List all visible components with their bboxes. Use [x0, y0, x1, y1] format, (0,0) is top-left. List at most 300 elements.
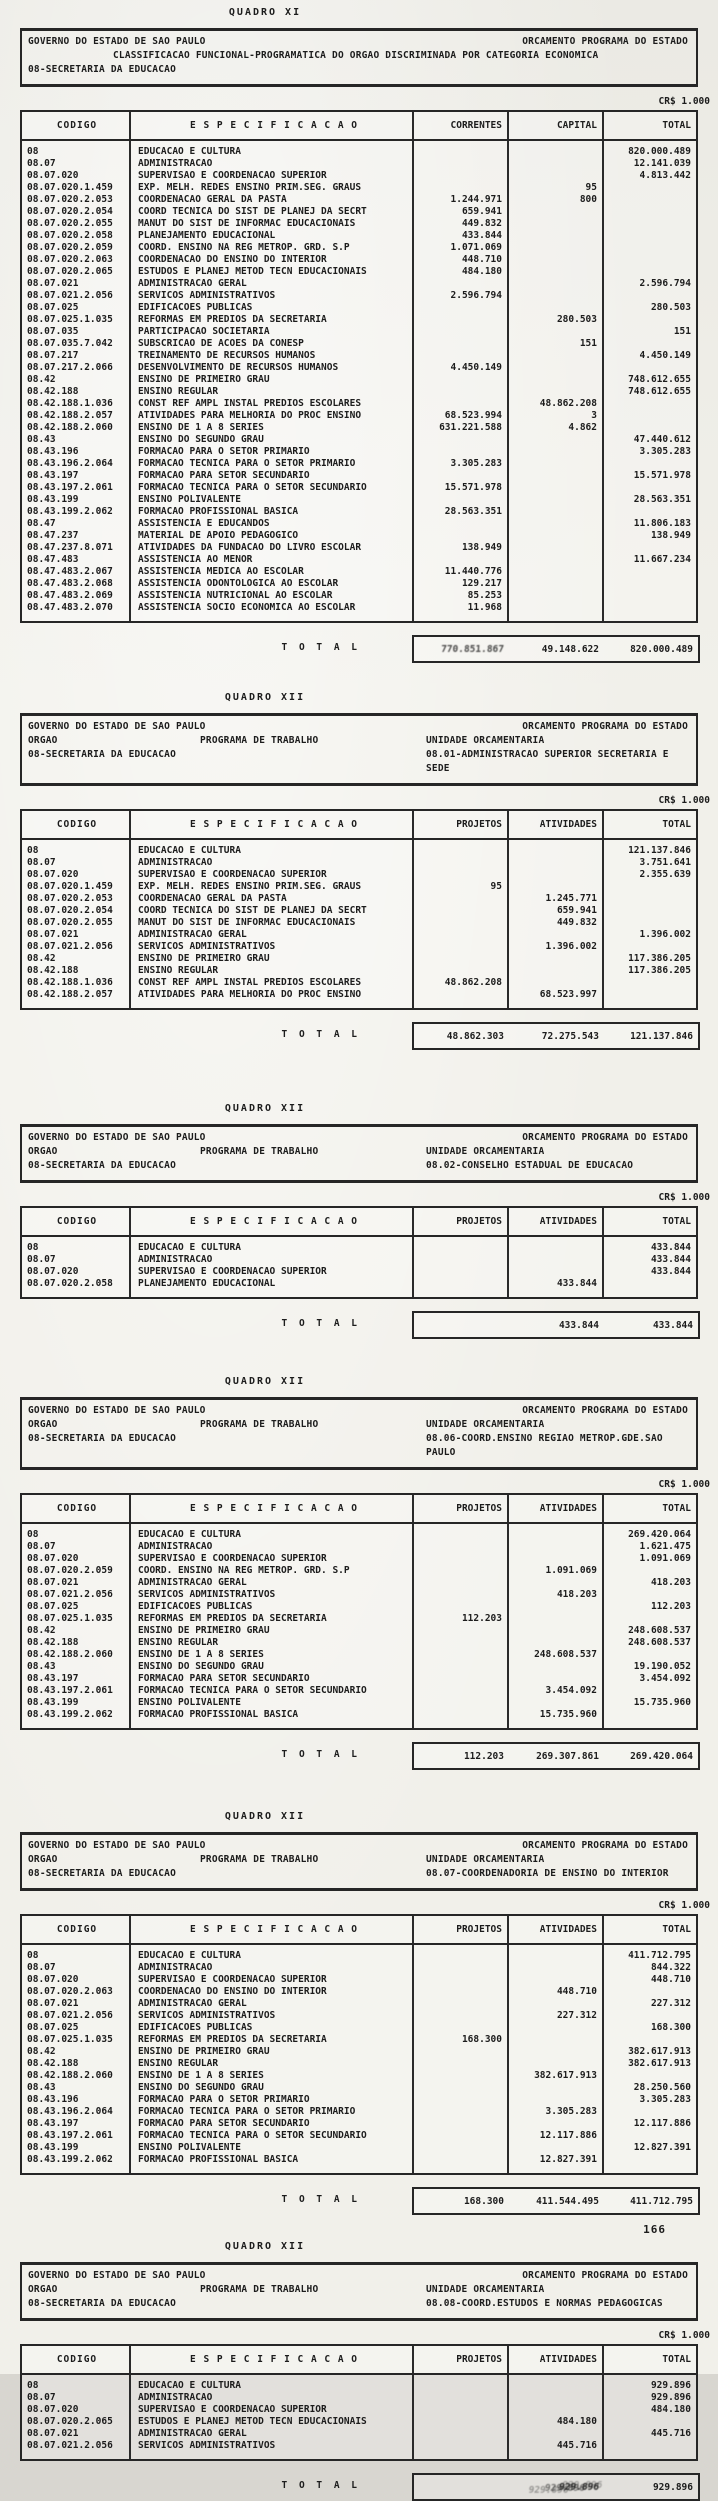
row-code: 08.07.025: [27, 2022, 79, 2033]
table-row: [22, 1524, 696, 1541]
row-spec: COORD. ENSINO NA REG METROP. GRD. S.P: [129, 1565, 412, 1577]
row-value-total: 3.305.283: [602, 446, 696, 458]
row-code: 08.42.188: [27, 386, 79, 397]
row-value-2: 449.832: [507, 917, 602, 929]
row-code: 08.43.199: [27, 494, 79, 505]
row-value-2: 445.716: [507, 2440, 602, 2459]
row-code: 08.07.020: [27, 1553, 79, 1564]
row-code: 08.07.020: [27, 1974, 79, 1985]
row-value-total: 4.813.442: [602, 170, 696, 182]
row-code: 08.42.188.2.060: [27, 422, 113, 433]
row-value-1: [412, 1649, 507, 1661]
row-code: 08.42.188.2.057: [27, 410, 113, 421]
row-value-2: [507, 1661, 602, 1673]
row-value-total: 2.596.794: [602, 278, 696, 290]
programa-trabalho-label: PROGRAMA DE TRABALHO: [200, 1419, 319, 1430]
table-row: [22, 554, 696, 566]
row-code: 08.42.188.2.060: [27, 2070, 113, 2081]
row-value-total: 12.141.039: [602, 158, 696, 170]
row-code: 08.07.020: [27, 869, 79, 880]
row-code: 08.07.020.2.063: [27, 1986, 113, 1997]
table-row: [22, 194, 696, 206]
header-top-line: [28, 720, 688, 734]
quadro-title: QUADRO XII: [224, 692, 306, 703]
row-value-total: 929.896: [602, 2375, 696, 2392]
row-value-1: [412, 2070, 507, 2082]
row-spec: FORMACAO PROFISSIONAL BASICA: [129, 506, 412, 518]
row-code: 08.42.188.2.057: [27, 989, 113, 1000]
row-value-2: [507, 278, 602, 290]
quadro-title: QUADRO XII: [224, 2241, 306, 2252]
row-value-1: [412, 1661, 507, 1673]
col-header-codigo: CODIGO: [56, 120, 98, 131]
row-code: 08.07: [27, 1254, 56, 1265]
row-spec: REFORMAS EM PREDIOS DA SECRETARIA: [129, 314, 412, 326]
row-spec: ADMINISTRACAO GERAL: [129, 1998, 412, 2010]
row-value-2: [507, 2034, 602, 2046]
row-value-2: 3: [507, 410, 602, 422]
row-value-2: [507, 2428, 602, 2440]
row-value-2: [507, 1673, 602, 1685]
row-value-1: [412, 398, 507, 410]
row-value-2: [507, 242, 602, 254]
row-value-1: 448.710: [412, 254, 507, 266]
header-values-row: [28, 1159, 688, 1173]
row-code: 08.42.188: [27, 1637, 79, 1648]
row-value-2: [507, 2118, 602, 2130]
row-code: 08.07: [27, 1962, 56, 1973]
row-value-1: 2.596.794: [412, 290, 507, 302]
row-value-2: [507, 2404, 602, 2416]
row-value-2: [507, 1625, 602, 1637]
row-code: 08: [27, 2380, 39, 2391]
row-code: 08.07.021.2.056: [27, 290, 113, 301]
row-value-2: 484.180: [507, 2416, 602, 2428]
budget-table: [20, 1914, 698, 2175]
table-row: [22, 1553, 696, 1565]
row-code: 08.07.021: [27, 2428, 79, 2439]
table-body: [22, 2375, 696, 2459]
total-value-c3: 411.712.795: [630, 2196, 693, 2207]
table-row: [22, 386, 696, 398]
row-value-total: [602, 422, 696, 434]
header-top-line: [28, 1839, 688, 1853]
row-value-2: [507, 170, 602, 182]
table-row: [22, 518, 696, 530]
row-value-2: 418.203: [507, 1589, 602, 1601]
row-spec: EDUCACAO E CULTURA: [129, 1945, 412, 1962]
row-value-1: [412, 141, 507, 158]
row-spec: SUBSCRICAO DE ACOES DA CONESP: [129, 338, 412, 350]
table-row: [22, 338, 696, 350]
table-row: [22, 1962, 696, 1974]
currency-note: CR$ 1.000: [658, 96, 710, 107]
row-code: 08.07.025: [27, 302, 79, 313]
row-value-total: 28.563.351: [602, 494, 696, 506]
col-header-especificacao: E S P E C I F I C A C A O: [129, 112, 412, 139]
row-spec: COORD. ENSINO NA REG METROP. GRD. S.P: [129, 242, 412, 254]
row-value-total: 117.386.205: [602, 965, 696, 977]
row-value-1: 11.440.776: [412, 566, 507, 578]
row-value-total: 748.612.655: [602, 374, 696, 386]
row-value-1: [412, 1625, 507, 1637]
row-value-total: 248.608.537: [602, 1625, 696, 1637]
row-value-1: [412, 158, 507, 170]
col-header-value1: PROJETOS: [412, 1495, 507, 1522]
budget-table: [20, 1493, 698, 1730]
row-spec: ENSINO DO SEGUNDO GRAU: [129, 1661, 412, 1673]
row-code: 08.43.196.2.064: [27, 2106, 113, 2117]
row-code: 08.42: [27, 953, 56, 964]
row-spec: COORD TECNICA DO SIST DE PLANEJ DA SECRT: [129, 905, 412, 917]
row-spec: ENSINO REGULAR: [129, 2058, 412, 2070]
row-value-total: 484.180: [602, 2404, 696, 2416]
row-value-2: [507, 230, 602, 242]
row-value-total: [602, 2416, 696, 2428]
table-row: [22, 1266, 696, 1278]
row-spec: SERVICOS ADMINISTRATIVOS: [129, 290, 412, 302]
row-value-total: 382.617.913: [602, 2058, 696, 2070]
col-header-especificacao: E S P E C I F I C A C A O: [129, 2346, 412, 2373]
row-code: 08.07.021.2.056: [27, 1589, 113, 1600]
total-value-c3: 820.000.489: [630, 644, 693, 655]
row-code: 08.07.025: [27, 1601, 79, 1612]
table-body: [22, 141, 696, 621]
row-value-2: 433.844: [507, 1278, 602, 1297]
row-code: 08.07.035.7.042: [27, 338, 113, 349]
row-code: 08.43.196: [27, 446, 79, 457]
row-value-total: 11.806.183: [602, 518, 696, 530]
row-value-total: 117.386.205: [602, 953, 696, 965]
row-code: 08.07.020.1.459: [27, 182, 113, 193]
row-value-total: 3.305.283: [602, 2094, 696, 2106]
row-value-2: 4.862: [507, 422, 602, 434]
row-value-1: [412, 1577, 507, 1589]
row-value-1: 48.862.208: [412, 977, 507, 989]
row-value-total: [602, 1613, 696, 1625]
row-spec: FORMACAO TECNICA PARA O SETOR SECUNDARIO: [129, 482, 412, 494]
row-value-2: [507, 2375, 602, 2392]
row-value-1: [412, 941, 507, 953]
row-value-total: [602, 917, 696, 929]
total-value-c1: 770.851.867: [440, 644, 505, 655]
table-row: [22, 602, 696, 621]
row-code: 08.07.021: [27, 1577, 79, 1588]
row-code: 08.43.199: [27, 2142, 79, 2153]
orgao-label: ORGAO: [28, 2284, 58, 2295]
row-value-total: [602, 590, 696, 602]
row-code: 08.43: [27, 2082, 56, 2093]
row-spec: EDUCACAO E CULTURA: [129, 141, 412, 158]
secretaria-value: 08-SECRETARIA DA EDUCACAO: [28, 1160, 176, 1171]
row-value-2: 1.091.069: [507, 1565, 602, 1577]
row-value-1: [412, 2392, 507, 2404]
table-row: [22, 1697, 696, 1709]
table-row: [22, 1589, 696, 1601]
row-value-total: [602, 977, 696, 989]
row-spec: ENSINO POLIVALENTE: [129, 1697, 412, 1709]
row-value-1: [412, 2010, 507, 2022]
row-value-2: [507, 434, 602, 446]
row-spec: ASSISTENCIA E EDUCANDOS: [129, 518, 412, 530]
row-code: 08: [27, 1242, 39, 1253]
table-row: [22, 266, 696, 278]
row-value-2: [507, 602, 602, 621]
table-row: [22, 254, 696, 266]
row-spec: EXP. MELH. REDES ENSINO PRIM.SEG. GRAUS: [129, 182, 412, 194]
row-value-1: [412, 1974, 507, 1986]
row-code: 08.07.020.1.459: [27, 881, 113, 892]
col-header-value2: ATIVIDADES: [507, 1208, 602, 1235]
row-value-2: [507, 953, 602, 965]
row-spec: EDIFICACOES PUBLICAS: [129, 2022, 412, 2034]
row-code: 08.43.197: [27, 1673, 79, 1684]
row-spec: ENSINO DE PRIMEIRO GRAU: [129, 374, 412, 386]
orgao-label: ORGAO: [28, 1419, 58, 1430]
row-value-total: [602, 314, 696, 326]
row-spec: FORMACAO PARA O SETOR PRIMARIO: [129, 446, 412, 458]
table-row: [22, 446, 696, 458]
table-row: [22, 566, 696, 578]
table-row: [22, 1541, 696, 1553]
row-spec: EDIFICACOES PUBLICAS: [129, 302, 412, 314]
row-value-total: 929.896: [602, 2392, 696, 2404]
row-value-total: [602, 2154, 696, 2173]
row-code: 08.07.020.2.058: [27, 230, 113, 241]
orgao-label: ORGAO: [28, 735, 58, 746]
row-code: 08.07.020.2.058: [27, 1278, 113, 1289]
total-row: [20, 2473, 718, 2501]
row-spec: COORDENACAO DO ENSINO DO INTERIOR: [129, 254, 412, 266]
table-row: [22, 1974, 696, 1986]
col-header-total: TOTAL: [602, 811, 696, 838]
currency-note: CR$ 1.000: [658, 795, 710, 806]
row-value-total: [602, 1649, 696, 1661]
government-title: GOVERNO DO ESTADO DE SAO PAULO: [28, 721, 206, 732]
row-spec: ENSINO DE 1 A 8 SERIES: [129, 1649, 412, 1661]
row-code: 08: [27, 146, 39, 157]
row-code: 08.07.021.2.056: [27, 2440, 113, 2451]
table-row: [22, 2070, 696, 2082]
row-value-1: [412, 1553, 507, 1565]
page-number: 166: [643, 2223, 666, 2236]
row-code: 08.43.199.2.062: [27, 506, 113, 517]
total-row: [20, 1742, 718, 1770]
row-code: 08.07.020.2.055: [27, 917, 113, 928]
row-code: 08.42.188: [27, 965, 79, 976]
row-value-2: 248.608.537: [507, 1649, 602, 1661]
table-row: [22, 1637, 696, 1649]
row-spec: REFORMAS EM PREDIOS DA SECRETARIA: [129, 1613, 412, 1625]
row-value-2: [507, 1998, 602, 2010]
row-value-2: [507, 1697, 602, 1709]
row-value-2: 659.941: [507, 905, 602, 917]
row-value-total: 19.190.052: [602, 1661, 696, 1673]
table-row: [22, 278, 696, 290]
row-code: 08.43.196.2.064: [27, 458, 113, 469]
row-spec: MATERIAL DE APOIO PEDAGOGICO: [129, 530, 412, 542]
row-value-1: 3.305.283: [412, 458, 507, 470]
table-row: [22, 2058, 696, 2070]
row-value-1: [412, 518, 507, 530]
row-spec: ATIVIDADES PARA MELHORIA DO PROC ENSINO: [129, 410, 412, 422]
table-row: [22, 840, 696, 857]
budget-table: [20, 110, 698, 623]
row-spec: ASSISTENCIA AO MENOR: [129, 554, 412, 566]
table-row: [22, 230, 696, 242]
unidade-orcamentaria-label: UNIDADE ORCAMENTARIA: [426, 735, 545, 746]
row-spec: EXP. MELH. REDES ENSINO PRIM.SEG. GRAUS: [129, 881, 412, 893]
row-code: 08.42: [27, 374, 56, 385]
quadro-section: [0, 1810, 718, 2215]
table-row: [22, 2046, 696, 2058]
row-value-total: [602, 542, 696, 554]
header-labels-row: [28, 1145, 688, 1159]
table-row: [22, 1661, 696, 1673]
row-value-total: [602, 1986, 696, 1998]
col-header-codigo: CODIGO: [56, 1503, 98, 1514]
table-header-row: [22, 112, 696, 141]
row-value-1: [412, 386, 507, 398]
currency-note: CR$ 1.000: [658, 1192, 710, 1203]
table-header-row: [22, 1208, 696, 1237]
row-code: 08.07.020.2.065: [27, 2416, 113, 2427]
row-value-2: 3.305.283: [507, 2106, 602, 2118]
row-value-2: [507, 857, 602, 869]
table-row: [22, 1685, 696, 1697]
row-value-2: [507, 1637, 602, 1649]
quadro-title: QUADRO XII: [224, 1376, 306, 1387]
row-value-2: [507, 1601, 602, 1613]
table-row: [22, 141, 696, 158]
row-spec: EDUCACAO E CULTURA: [129, 840, 412, 857]
row-code: 08.43.197: [27, 2118, 79, 2129]
row-value-2: [507, 1945, 602, 1962]
quadro-section: [0, 1102, 718, 1339]
table-header-row: [22, 2346, 696, 2375]
row-spec: ESTUDOS E PLANEJ METOD TECN EDUCACIONAIS: [129, 2416, 412, 2428]
government-title: GOVERNO DO ESTADO DE SAO PAULO: [28, 36, 206, 47]
row-value-total: [602, 566, 696, 578]
row-code: 08.42.188.2.060: [27, 1649, 113, 1660]
header-top-line: [28, 1404, 688, 1418]
government-title: GOVERNO DO ESTADO DE SAO PAULO: [28, 1405, 206, 1416]
row-value-2: [507, 302, 602, 314]
row-code: 08.07.020: [27, 170, 79, 181]
row-value-total: [602, 989, 696, 1008]
col-header-value1: PROJETOS: [412, 1916, 507, 1943]
header-box: [20, 1124, 698, 1183]
table-row: [22, 374, 696, 386]
row-spec: FORMACAO TECNICA PARA O SETOR PRIMARIO: [129, 2106, 412, 2118]
row-value-total: 15.571.978: [602, 470, 696, 482]
row-code: 08.42: [27, 2046, 56, 2057]
header-values-row: [28, 2297, 688, 2311]
table-row: [22, 1625, 696, 1637]
col-header-codigo: CODIGO: [56, 2354, 98, 2365]
row-spec: ENSINO DE 1 A 8 SERIES: [129, 422, 412, 434]
row-value-total: [602, 290, 696, 302]
unidade-orcamentaria-label: UNIDADE ORCAMENTARIA: [426, 1146, 545, 1157]
row-value-2: [507, 2058, 602, 2070]
row-value-total: 280.503: [602, 302, 696, 314]
row-code: 08.47.483.2.070: [27, 602, 113, 613]
quadro-title: QUADRO XII: [224, 1811, 306, 1822]
row-value-2: [507, 158, 602, 170]
unidade-value: 08.08-COORD.ESTUDOS E NORMAS PEDAGOGICAS: [426, 2298, 663, 2309]
row-value-total: [602, 2440, 696, 2459]
table-row: [22, 542, 696, 554]
table-body: [22, 1945, 696, 2173]
row-value-1: 11.968: [412, 602, 507, 621]
row-value-1: [412, 953, 507, 965]
row-code: 08.07: [27, 2392, 56, 2403]
row-value-1: [412, 2416, 507, 2428]
row-value-total: 138.949: [602, 530, 696, 542]
row-value-2: [507, 566, 602, 578]
table-row: [22, 458, 696, 470]
table-row: [22, 410, 696, 422]
table-row: [22, 2375, 696, 2392]
row-code: 08.47.237: [27, 530, 79, 541]
currency-note: CR$ 1.000: [658, 2330, 710, 2341]
row-value-1: 138.949: [412, 542, 507, 554]
table-row: [22, 170, 696, 182]
row-value-2: 280.503: [507, 314, 602, 326]
total-value-c1: [414, 1313, 509, 1337]
row-value-total: 269.420.064: [602, 1524, 696, 1541]
table-row: [22, 326, 696, 338]
row-value-total: [602, 1709, 696, 1728]
total-row: [20, 1022, 718, 1050]
row-value-total: [602, 1685, 696, 1697]
table-row: [22, 929, 696, 941]
row-value-2: [507, 506, 602, 518]
row-value-2: [507, 374, 602, 386]
unidade-value: 08.07-COORDENADORIA DE ENSINO DO INTERIOR: [426, 1868, 669, 1879]
row-spec: ENSINO DE PRIMEIRO GRAU: [129, 953, 412, 965]
unidade-orcamentaria-label: UNIDADE ORCAMENTARIA: [426, 2284, 545, 2295]
row-spec: EDUCACAO E CULTURA: [129, 1524, 412, 1541]
table-row: [22, 1945, 696, 1962]
row-value-1: 631.221.588: [412, 422, 507, 434]
row-value-2: [507, 326, 602, 338]
row-spec: FORMACAO PARA SETOR SECUNDARIO: [129, 1673, 412, 1685]
table-row: [22, 953, 696, 965]
row-code: 08.07.020.2.059: [27, 1565, 113, 1576]
row-value-1: 15.571.978: [412, 482, 507, 494]
row-spec: ENSINO DE 1 A 8 SERIES: [129, 2070, 412, 2082]
row-value-2: [507, 1974, 602, 1986]
row-code: 08.43.199.2.062: [27, 1709, 113, 1720]
row-code: 08.07.020.2.059: [27, 242, 113, 253]
row-value-2: 48.862.208: [507, 398, 602, 410]
row-code: 08.07.020.2.054: [27, 206, 113, 217]
row-value-1: [412, 869, 507, 881]
row-spec: COORD TECNICA DO SIST DE PLANEJ DA SECRT: [129, 206, 412, 218]
row-value-total: [602, 881, 696, 893]
row-value-2: [507, 554, 602, 566]
row-value-2: [507, 590, 602, 602]
row-value-1: [412, 326, 507, 338]
row-code: 08.07.035: [27, 326, 79, 337]
row-value-total: 3.454.092: [602, 1673, 696, 1685]
col-header-value2: ATIVIDADES: [507, 2346, 602, 2373]
table-row: [22, 1565, 696, 1577]
total-label: T O T A L: [281, 2480, 360, 2491]
total-row: [20, 635, 718, 663]
row-code: 08.43.196: [27, 2094, 79, 2105]
